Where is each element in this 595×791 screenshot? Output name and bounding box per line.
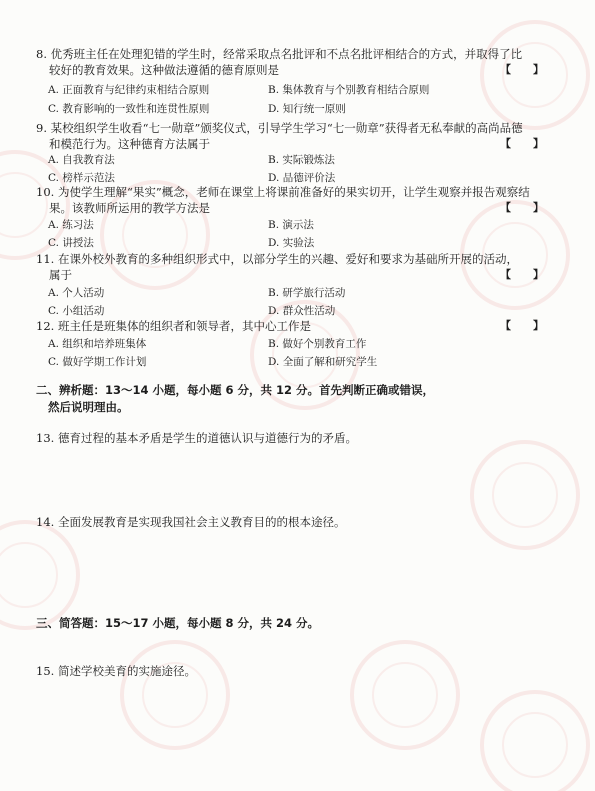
option-a: A. 练习法 bbox=[48, 219, 94, 231]
option-d: D. 群众性活动 bbox=[268, 305, 336, 317]
option-c: C. 榜样示范法 bbox=[48, 172, 115, 184]
question-10 bbox=[36, 184, 566, 216]
option-d: D. 实验法 bbox=[268, 237, 315, 249]
question-9 bbox=[36, 120, 566, 152]
option-c: C. 小组活动 bbox=[48, 305, 105, 317]
option-a: A. 个人活动 bbox=[48, 287, 105, 299]
question-11-stem-line2: 属于 bbox=[49, 268, 72, 282]
watermark-stamp bbox=[480, 690, 590, 791]
question-10-stem-line1: 10. 为使学生理解“果实”概念，老师在课堂上将课前准备好的果实切开，让学生观察并报告观察结 bbox=[36, 185, 530, 199]
watermark-stamp bbox=[470, 440, 580, 550]
option-b: B. 做好个别教育工作 bbox=[268, 338, 367, 350]
answer-bracket: 【 】 bbox=[500, 137, 544, 150]
answer-bracket: 【 】 bbox=[500, 319, 544, 332]
option-b: B. 研学旅行活动 bbox=[268, 287, 346, 299]
question-15: 15. 简述学校美育的实施途径。 bbox=[36, 664, 196, 678]
question-9-stem-line2: 和模范行为。这种德育方法属于 bbox=[49, 137, 210, 151]
question-8-stem-line1: 8. 优秀班主任在处理犯错的学生时，经常采取点名批评和不点名批评相结合的方式，并取得了比 bbox=[36, 47, 523, 61]
section-2-heading-line2: 然后说明理由。 bbox=[48, 400, 129, 414]
question-11 bbox=[36, 251, 566, 283]
option-c: C. 教育影响的一致性和连贯性原则 bbox=[48, 103, 210, 115]
answer-bracket: 【 】 bbox=[500, 201, 544, 214]
question-8 bbox=[36, 46, 566, 78]
answer-bracket: 【 】 bbox=[500, 63, 544, 76]
option-b: B. 演示法 bbox=[268, 219, 314, 231]
option-a: A. 自我教育法 bbox=[48, 154, 115, 166]
section-3-heading: 三、简答题：15～17 小题，每小题 8 分，共 24 分。 bbox=[36, 616, 320, 630]
option-c: C. 讲授法 bbox=[48, 237, 94, 249]
watermark-stamp bbox=[0, 520, 80, 630]
question-12 bbox=[36, 318, 566, 334]
option-a: A. 组织和培养班集体 bbox=[48, 338, 147, 350]
option-a: A. 正面教育与纪律约束相结合原则 bbox=[48, 84, 210, 96]
option-d: D. 品德评价法 bbox=[268, 172, 336, 184]
question-12-stem-line1: 12. 班主任是班集体的组织者和领导者，其中心工作是 bbox=[36, 319, 311, 333]
question-9-stem-line1: 9. 某校组织学生收看“七一勋章”颁奖仪式，引导学生学习“七一勋章”获得者无私奉献的高尚品德 bbox=[36, 121, 523, 135]
section-2-heading bbox=[36, 382, 434, 416]
question-11-stem-line1: 11. 在课外校外教育的多种组织形式中，以部分学生的兴趣、爱好和要求为基础所开展的活动， bbox=[36, 252, 518, 266]
option-b: B. 集体教育与个别教育相结合原则 bbox=[268, 84, 430, 96]
option-c: C. 做好学期工作计划 bbox=[48, 356, 147, 368]
question-13: 13. 德育过程的基本矛盾是学生的道德认识与道德行为的矛盾。 bbox=[36, 431, 357, 445]
question-14: 14. 全面发展教育是实现我国社会主义教育目的的根本途径。 bbox=[36, 515, 346, 529]
question-10-stem-line2: 果。该教师所运用的教学方法是 bbox=[49, 201, 210, 215]
section-2-heading-line1: 二、辨析题：13～14 小题，每小题 6 分，共 12 分。首先判断正确或错误， bbox=[36, 383, 435, 397]
watermark-stamp bbox=[120, 640, 230, 750]
question-8-stem-line2: 较好的教育效果。这种做法遵循的德育原则是 bbox=[49, 63, 279, 77]
option-d: D. 知行统一原则 bbox=[268, 103, 346, 115]
watermark-stamp bbox=[350, 640, 460, 750]
option-b: B. 实际锻炼法 bbox=[268, 154, 335, 166]
option-d: D. 全面了解和研究学生 bbox=[268, 356, 378, 368]
answer-bracket: 【 】 bbox=[500, 268, 544, 281]
